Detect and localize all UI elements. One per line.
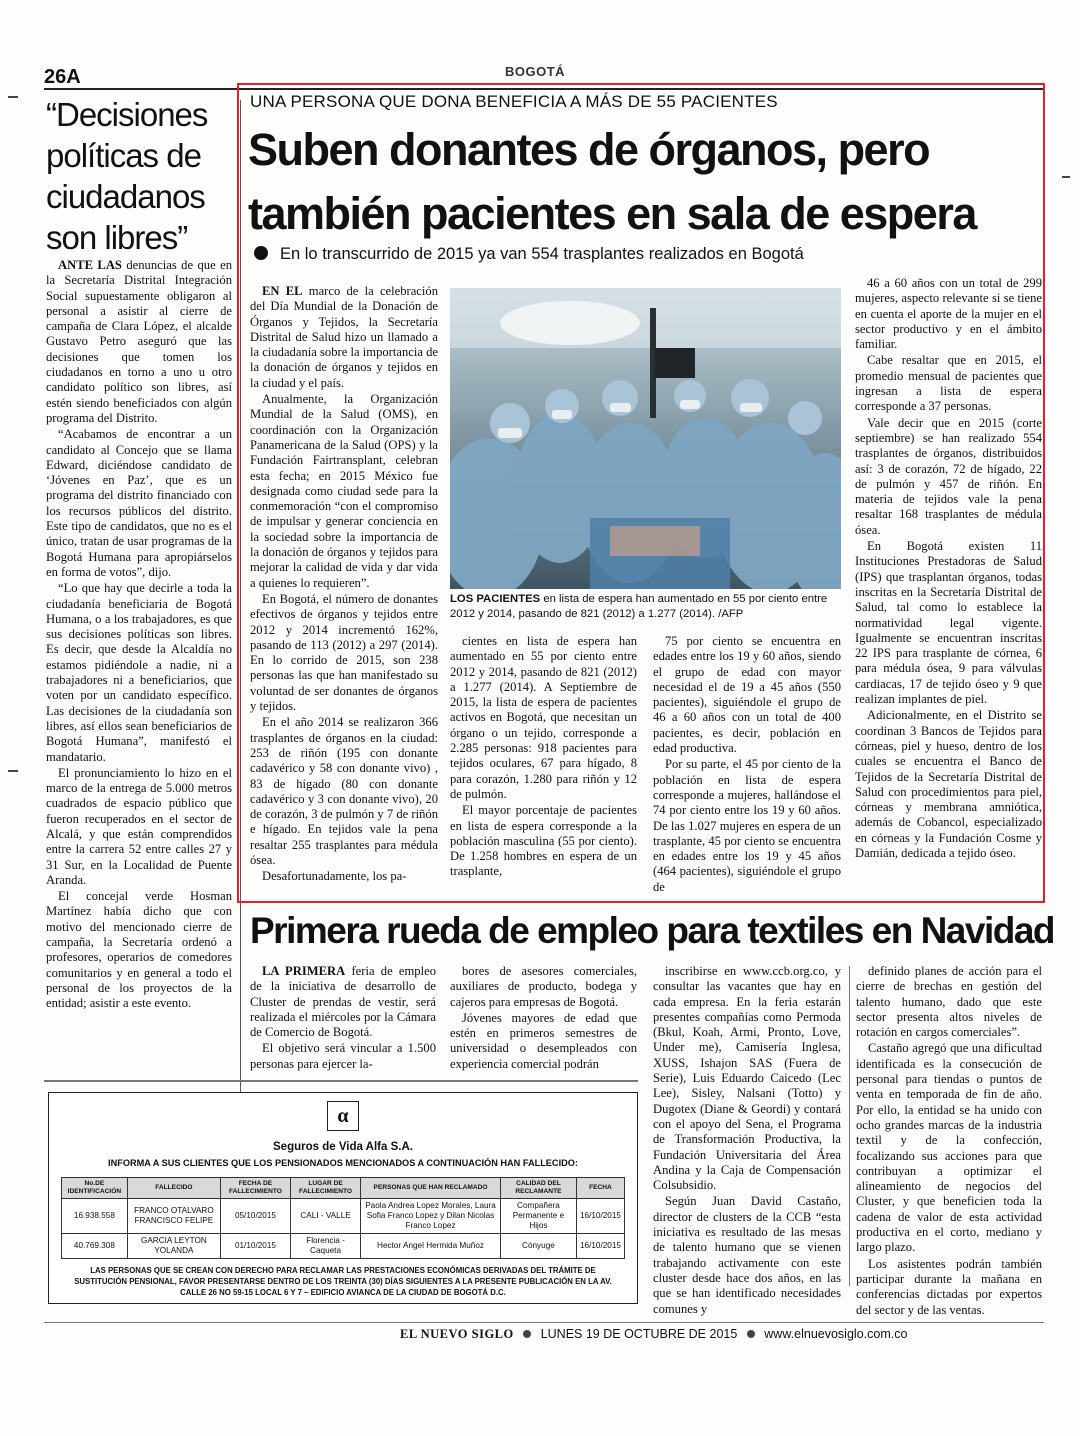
paragraph-text: Castaño agregó que una dificultad identificada es la consecución de personal para tiendas o puntos de venta en temporada de fin de año. Por ello, la entidad se ha unido con ocho grandes marcas de la industria textil y de la confección, focalizando sus acciones para que contribuyan a optimizar el alineamiento de negocios del Cluster, y que beneficien toda la cadena de valor de esta actividad productiva en el corto, mediano y largo plazo. — [856, 1041, 1042, 1255]
main-kicker: UNA PERSONA QUE DONA BENEFICIA A MÁS DE 55 PACIENTES — [250, 92, 778, 111]
paragraph-text: En el año 2014 se realizaron 366 trasplantes de órganos en la ciudad: 253 de riñón (195 con donante cadavérico y 58 con donante vivo) , 83 de hígado (80 con donante cadavérico y 3 con donante vivo), 20 de corazón, 3 de pulmón y 7 de riñón e hígado. En tejidos vale la pena resaltar 255 trasplantes para médula ósea. — [250, 715, 438, 867]
second-headline: Primera rueda de empleo para textiles en Navidad — [250, 910, 1055, 951]
table-header-cell: LUGAR DE FALLECIMIENTO — [290, 1178, 360, 1199]
photo-caption-text: en lista de espera han aumentado en 55 por ciento entre 2012 y 2014, pasando de 821 (2012) a 1.277 (2014). /AFP — [450, 593, 828, 620]
table-header-row — [62, 1178, 625, 1199]
footer-brand: EL NUEVO SIGLO — [400, 1327, 514, 1341]
table-cell: Florencia - Caqueta — [290, 1234, 360, 1259]
section-label: BOGOTÁ — [505, 64, 566, 79]
footer-date: LUNES 19 DE OCTUBRE DE 2015 — [540, 1327, 738, 1341]
main-article-column-4 — [855, 276, 1042, 861]
paragraph — [46, 581, 232, 765]
table-cell: 01/10/2015 — [220, 1234, 290, 1259]
paragraph — [450, 964, 637, 1010]
paragraph — [46, 258, 232, 426]
paragraph — [250, 869, 438, 884]
table-cell: 40.769.308 — [62, 1234, 128, 1259]
paragraph-text: “Lo que hay que decirle a toda la ciudadanía beneficiaria de Bogotá Humana, o a los trabajadores, es que sus decisiones políticas son libres. Es decir, que desde la Alcaldía no estamos pidiéndole a nadie, ni a trabajadores ni a beneficiarios, que voten por un candidato específico. Las decisiones de la ciudadanía son libres, así ellos sean beneficiarios de Bogotá Humana”, manifestó el mandatario. — [46, 581, 232, 764]
table-header-cell: FECHA — [576, 1178, 624, 1199]
margin-mark — [8, 770, 18, 772]
paragraph — [250, 964, 436, 1040]
paragraph-text: Vale decir que en 2015 (corte septiembre) se han realizado 554 trasplantes de órganos, distribuidos así: 3 de corazón, 72 de hígado, 22 de pulmón y 457 de riñón. En materia de tejidos vale la pena resaltar 168 trasplantes de médula ósea. — [855, 415, 1042, 537]
page-footer — [400, 1327, 907, 1342]
table-cell: GARCIA LEYTON YOLANDA — [127, 1234, 220, 1259]
paragraph — [250, 715, 438, 868]
photo-caption-lead: LOS PACIENTES — [450, 593, 541, 605]
paragraph-text: 75 por ciento se encuentra en edades entre los 19 y 60 años, siendo el grupo de edad con mayor necesidad el de 19 a 45 años (550 pacientes), siguiéndole el grupo de 46 a 60 años con un total de 400 pacientes, es decir, población en edad productiva. — [653, 634, 841, 756]
paragraph-text: Según Juan David Castaño, director de clusters de la CCB “esta iniciativa es resultado de las mesas de talento humano que se vienen trabajando activamente con este cluster desde hace dos años, en las que se han identificado necesidades comunes y — [653, 1194, 841, 1316]
column-divider — [849, 966, 850, 1286]
paragraph-text: Anualmente, la Organización Mundial de la Salud (OMS), en coordinación con la Organización Panamericana de la Salud (OPS) y la Fundación Fairtransplant, celebran esta fecha; en 2015 México fue designada como ciudad sede para la conmemoración “con el compromiso de impulsar y generar conciencia en la sociedad sobre la importancia de la donación de órganos y tejidos para mejorar la calidad de vida y dar vida a quienes lo requieren”. — [250, 392, 438, 590]
paragraph — [856, 1257, 1042, 1318]
table-cell: 05/10/2015 — [220, 1199, 290, 1234]
paragraph-text: En Bogotá existen 11 Instituciones Prestadoras de Salud (IPS) que trasplantan órganos, todas inscritas en la Secretaría Distrital de Salud, tal como lo establece la normatividad legal vigente. Igualmente se encuentran inscritas 22 IPS para trasplante de córnea, 6 para médula ósea, 9 para válvulas cardiacas, 17 de tejido óseo y 9 que realizan implantes de piel. — [855, 539, 1042, 707]
margin-mark — [8, 96, 18, 98]
paragraph — [653, 634, 841, 756]
paragraph — [856, 964, 1042, 1040]
table-header-cell: FALLECIDO — [127, 1178, 220, 1199]
paragraph-text: El concejal verde Hosman Martínez había dicho que con motivo del mencionado cierre de campaña, la Secretaría ordenó a profesores, operarios de comedores comunitarios y en general a todo el personal de los proyectos de la entidad; asistir a este evento. — [46, 889, 232, 1011]
paragraph-text: En Bogotá, el número de donantes efectivos de órganos y tejidos entre 2012 y 2014 incrementó 162%, pasando de 113 (2012) a 297 (2014). En lo corrido de 2015, son 238 personas las que han manifestado su voluntad de ser donantes de órganos y tejidos. — [250, 591, 438, 714]
table-header-cell: PERSONAS QUE HAN RECLAMADO — [361, 1178, 501, 1199]
table-row — [62, 1199, 625, 1234]
paragraph-lead: ANTE LAS — [58, 258, 122, 272]
surgery-photo-image — [450, 288, 841, 589]
paragraph-text: denuncias de que en la Secretaría Distrital Integración Social supuestamente obligaron al personal a asistir al cierre de campaña de Clara López, el alcalde Gustavo Petro aseguró que las decisiones que tomen los ciudadanos en torno a uno u otro candidato político son libres, así estén siendo beneficiados con algún programa del Distrito. — [46, 258, 232, 425]
paragraph — [250, 592, 438, 714]
bullet-icon — [254, 246, 268, 260]
second-article-column-4 — [856, 964, 1042, 1318]
paragraph — [653, 757, 841, 895]
table-cell: 16.938.558 — [62, 1199, 128, 1234]
main-article-column-3 — [653, 634, 841, 895]
table-row — [62, 1234, 625, 1259]
paragraph — [855, 708, 1042, 861]
paragraph-text: 46 a 60 años con un total de 299 mujeres, aspecto relevante si se tiene en cuenta el aporte de la mujer en el sector productivo y en el ámbito familiar. — [855, 276, 1042, 352]
ad-footer: LAS PERSONAS QUE SE CREAN CON DERECHO PARA RECLAMAR LAS PRESTACIONES ECONÓMICAS DERIVADAS DEL TRÁMITE DE SUSTITUCIÓN PENSIONAL, FAVOR PRESENTARSE DENTRO DE LOS TREINTA (30) DÍAS SIGUIENTES A LA PRESENTE PUBLICACIÓN EN LA AV. CALLE 26 NO 59-15 LOCAL 6 Y 7 – EDIFICIO AVIANCA DE LA CIUDAD DE BOGOTÁ D.C. — [74, 1266, 612, 1297]
paragraph — [855, 353, 1042, 414]
paragraph — [855, 416, 1042, 538]
paragraph — [856, 1041, 1042, 1255]
bullet-icon — [747, 1330, 755, 1338]
paragraph-text: inscribirse en www.ccb.org.co, y consultar las vacantes que hay en cada empresa. En la feria estarán presentes compañías como Permoda (Bkul, Koah, Armi, Pronto, Love, Under me), Camisería Inglesa, XUSS, Ishajon SAS (Fuera de Serie), Luis Eduardo Caicedo (Lec Lee), Sisley, Nalsani (Totto) y Dugotex (Diane & Geordi) y contará con el apoyo del Sena, el Programa de Transformación Productiva, la Fundación Universitaria del Área Andina y la Caja de Compensación Colsubsidio. — [653, 964, 841, 1193]
paragraph — [46, 766, 232, 888]
table-header-cell: CALIDAD DEL RECLAMANTE — [500, 1178, 576, 1199]
deceased-table — [61, 1177, 625, 1259]
paragraph-text: Por su parte, el 45 por ciento de la población en lista de espera corresponde a mujeres, hallándose el 74 por ciento entre los 19 y 60 años. De las 1.027 mujeres en espera de un trasplante, 45 por ciento se encuentra en edades entre los 19 y 45 años (464 pacientes), siguiéndole el grupo de — [653, 757, 841, 894]
table-cell: CALI - VALLE — [290, 1199, 360, 1234]
paragraph — [653, 1194, 841, 1316]
paragraph-text: cientes en lista de espera han aumentado en 55 por ciento entre 2012 y 2014, pasando de 821 (2012) a 1.277 (2014). A Septiembre de 2015, la lista de espera de pacientes activos en Bogotá, que necesitan un órgano o un tejido, corresponde a 2.285 personas: 918 pacientes para tejidos oculares, 67 para hígado, 8 para corazón, 1.280 para riñón y 12 de pulmón. — [450, 634, 637, 801]
paragraph-lead: EN EL — [262, 284, 303, 298]
ad-company: Seguros de Vida Alfa S.A. — [273, 1141, 413, 1153]
ad-top-rule — [44, 1080, 638, 1082]
paragraph — [855, 539, 1042, 707]
second-article-column-1 — [250, 964, 436, 1072]
paragraph-text: Los asistentes podrán también participar durante la mañana en conferencias dictadas por expertos del sector y de las ventas. — [856, 1256, 1042, 1317]
table-cell: Paola Andrea Lopez Morales, Laura Sofia Franco Lopez y Dilan Nicolas Franco Lopez — [361, 1199, 501, 1234]
paragraph-text: marco de la celebración del Día Mundial de la Donación de Órganos y Tejidos, la Secretaría Distrital de Salud hizo un llamado a la ciudadanía sobre la importancia de la donación de órganos y tejidos en la ciudad y el país. — [250, 284, 438, 390]
table-cell: 16/10/2015 — [576, 1234, 624, 1259]
photo-caption — [450, 592, 841, 622]
paragraph-text: Jóvenes mayores de edad que estén en primeros semestres de universidad o desempleados con experiencia comercial podrán — [450, 1010, 637, 1071]
main-article-column-1 — [250, 284, 438, 885]
page-number: 26A — [44, 66, 81, 88]
paragraph-text: El pronunciamiento lo hizo en el marco de la entrega de 5.000 metros cuadrados de espacio público que fueron recuperados en el sector de Alcalá, y que están comprendidos entre la carrera 52 entre calles 27 y 31 Sur, en la Localidad de Puente Aranda. — [46, 765, 232, 887]
bullet-icon — [523, 1330, 531, 1338]
footer-url: www.elnuevosiglo.com.co — [764, 1327, 908, 1341]
second-article-column-2 — [450, 964, 637, 1072]
paragraph-text: El mayor porcentaje de pacientes en lista de espera corresponde a la población masculina (55 por ciento). De 1.258 hombres en espera de un trasplante, — [450, 803, 637, 879]
paragraph — [450, 634, 637, 802]
margin-mark — [1062, 176, 1070, 178]
paragraph-text: El objetivo será vincular a 1.500 personas para ejercer la- — [250, 1041, 436, 1071]
table-cell: Hector Angel Hermida Muñoz — [361, 1234, 501, 1259]
left-article-title: “Decisiones políticas de ciudadanos son libres” — [46, 96, 208, 256]
paragraph — [250, 1041, 436, 1072]
paragraph — [450, 803, 637, 879]
footer-rule — [44, 1322, 1044, 1323]
main-deck-text: En lo transcurrido de 2015 ya van 554 trasplantes realizados en Bogotá — [280, 245, 804, 263]
main-headline: Suben donantes de órganos, pero también pacientes en sala de espera — [248, 124, 976, 239]
paragraph — [855, 276, 1042, 352]
paragraph-text: bores de asesores comerciales, auxiliares de producto, bodega y cajeros para empresas de Bogotá. — [450, 964, 637, 1009]
paragraph — [250, 284, 438, 391]
paragraph — [46, 889, 232, 1011]
paragraph-text: Cabe resaltar que en 2015, el promedio mensual de pacientes que ingresan a lista de espera corresponde a 37 personas. — [855, 353, 1042, 414]
paragraph — [250, 392, 438, 591]
table-body — [62, 1199, 625, 1259]
ad-notice: INFORMA A SUS CLIENTES QUE LOS PENSIONADOS MENCIONADOS A CONTINUACIÓN HAN FALLECIDO: — [108, 1158, 578, 1168]
paragraph-text: feria de empleo de la iniciativa de desarrollo de Cluster de prendas de vestir, será realizada el miércoles por la Cámara de Comercio de Bogotá. — [250, 964, 436, 1040]
table-cell: FRANCO OTALVARO FRANCISCO FELIPE — [127, 1199, 220, 1234]
table-header-cell: FECHA DE FALLECIMIENTO — [220, 1178, 290, 1199]
paragraph — [653, 964, 841, 1193]
table-cell: 16/10/2015 — [576, 1199, 624, 1234]
paragraph-lead: LA PRIMERA — [262, 964, 346, 978]
paragraph-text: “Acabamos de encontrar a un candidato al Concejo que se llama Edward, diciéndose candidato de ‘Jóvenes en Paz’, que es un programa del distrito financiado con los recursos públicos del distrito. Este tipo de candidatos, que no es el único, tratan de usar programas de la Bogotá Humana para apropiárselos en forma de votos”, dijo. — [46, 427, 232, 579]
table-header-cell: No.DE IDENTIFICACIÓN — [62, 1178, 128, 1199]
obituary-notice-ad — [48, 1092, 638, 1304]
left-article-body — [46, 258, 232, 1012]
paragraph — [46, 427, 232, 580]
paragraph — [450, 1011, 637, 1072]
second-article-column-3 — [653, 964, 841, 1317]
paragraph-text: Adicionalmente, en el Distrito se coordinan 3 Bancos de Tejidos para córneas, piel y hueso, dentro de los cuales se encuentra el Banco de Tejidos de la Secretaría Distrital de Salud con procedimientos para piel, córneas y membrana amniótica, además de Cobancol, especializado en córneas y la Fundación Cosme y Damián, dedicada a tejido óseo. — [855, 708, 1042, 860]
table-cell: Cónyuge — [500, 1234, 576, 1259]
main-article-column-2 — [450, 634, 637, 880]
paragraph-text: Desafortunadamente, los pa- — [262, 869, 407, 884]
surgery-photo — [450, 288, 841, 589]
main-deck — [254, 245, 804, 264]
table-cell: Compañera Permanente e Hijos — [500, 1199, 576, 1234]
alfa-logo-icon: α — [327, 1101, 359, 1131]
paragraph-text: definido planes de acción para el cierre de brechas en gestión del talento humano, dado que este sector presenta altos niveles de rotación en cargos comerciales”. — [856, 964, 1042, 1040]
